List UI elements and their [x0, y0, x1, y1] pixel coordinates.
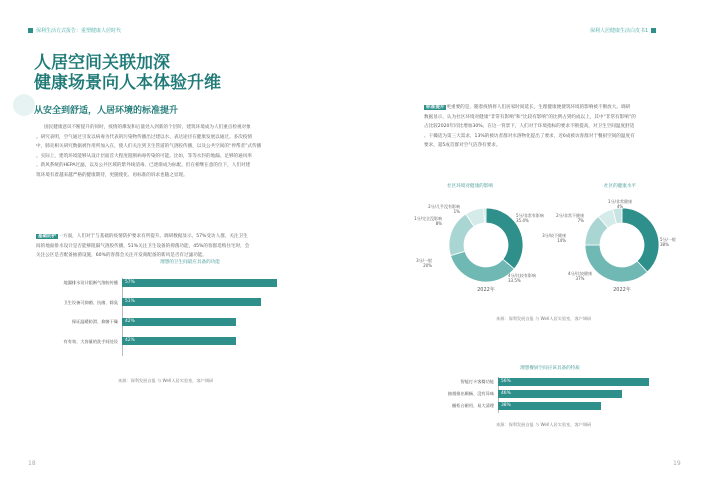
bar [122, 298, 261, 306]
donut-value-label: 20% [423, 263, 432, 268]
donut-value-label: 7% [577, 218, 584, 223]
para-line: 占比较2020年同比增加30%。在这一背景下，人们对于环境指标的要求不断提高，对卫生空间温度舒适 [424, 124, 635, 130]
donut-value-label: 4% [616, 204, 624, 209]
para-line: 国民健康意识不断提升的同时，疫情的爆发和后量处入到新的个层阶，建筑环境成为人们重点检视对象 [44, 125, 251, 130]
donut-value-label: 33.5% [508, 278, 521, 283]
bar-category-label: 保证温暖防滑、抑菌干燥 [71, 319, 118, 324]
bathroom-chart-source: 来源：保利发展自报 与 Well人居实验室，客户调研 [118, 378, 214, 383]
decorative-circle [13, 94, 35, 116]
para-line: 。研究表明，空气通过引发以病毒为代表的污染物传播出过建以水、表达途径在健康发展以通过。多次疫情 [36, 134, 252, 140]
donut2-title: 社区的健康水平 [603, 184, 637, 189]
donut-source: 来源：保利发展自报 与 Well人居实验室，客户调研 [496, 316, 592, 321]
donut-category-label: 3分/较不健康 [542, 233, 566, 238]
donut-value-label: 37% [575, 276, 585, 281]
para-line: 一方面，人们对于与基础的疫情防护要求有所提升。调研数据显示，57%受访人群，关注卫生 [58, 234, 248, 239]
donut-slice [585, 245, 647, 282]
donut-value-label: 35.4% [516, 218, 529, 223]
header-square-icon [651, 28, 656, 33]
right-running-header [590, 27, 656, 34]
community-health-donut-chart [542, 195, 700, 305]
bar-value-label: 38% [501, 402, 511, 408]
para-line: 、新风系统的HEPA过滤，以及公共区域的紫外线消毒、已逐渐成为标配。但在相继在意的位下，人们对建 [36, 163, 251, 169]
para-line: 数据显示，认为社区环境对健康“非常有影响”和“比较有影响”的比例占到约成以上，其中“非常有影响”的 [424, 114, 636, 120]
donut-category-label: 5分/一般 [660, 237, 676, 242]
bar-value-label: 51% [125, 299, 135, 304]
donut-value-label: 14% [557, 238, 566, 243]
right-tag-paragraph [424, 103, 682, 151]
bar [122, 318, 236, 326]
left-body-paragraph [36, 123, 344, 181]
header-square-icon [28, 28, 33, 33]
bar [122, 337, 236, 345]
bar [498, 390, 622, 398]
left-running-header [28, 27, 121, 34]
donut-category-label: 1分/完全没影响 [414, 216, 442, 221]
section-subheading: 从安全到舒适，人居环境的标准提升 [34, 106, 179, 116]
donut-category-label: 5分/非常有影响 [516, 213, 544, 218]
para-line: 中，肺炎相关研究数据被作用所加入在，使人们关注到卫生管道的气溶胶传播，以及公共空间的“停帮者”式传播 [36, 144, 262, 150]
bar-value-label: 56% [501, 378, 511, 384]
left-tag-paragraph [36, 232, 344, 261]
donut-slice [622, 208, 659, 272]
donut-category-label: 3分/一般 [416, 258, 432, 263]
right-header-text: 保利人居健康生活白皮书1 [590, 28, 649, 34]
bar-category-label: 卫生设备可抑菌、抗菌、除臭 [63, 299, 118, 305]
donut-category-label: 1分/非常健康 [608, 199, 632, 204]
bar [122, 279, 277, 287]
bar-category-label: 有有效、大容量的洗手间处设 [63, 338, 118, 344]
donut-value-label: 38% [660, 242, 669, 247]
bathroom-chart-title: 理想的卫生间最应具备的功能 [160, 260, 220, 265]
donut-category-label: 2分/非常不健康 [556, 213, 584, 218]
donut-value-label: 1% [453, 209, 460, 214]
donut-center-year: 2022年 [477, 287, 495, 293]
para-line: 要求，超5成首群对空气洁净有要求。 [424, 143, 501, 149]
page-title-line1: 人居空间关联加深 [34, 53, 170, 73]
para-line: 间的地面排水设计是否能够阻隔气溶胶传播，51%关注卫生设备的抑菌功能，45%的客群选购住宅时，会 [36, 243, 250, 249]
para-line: 关注公区是否配备抽菌设施，60%的客群会关注开发商配备的新风是否有过滤功能。 [36, 253, 207, 259]
bar-category-label: 抽烟排出顺畅、没有异味 [447, 391, 494, 396]
para-line: 更重要的是，随着疫情将人们居家时间延长，生理健康便捷筑环境的影响被不断放大。调研 [446, 105, 631, 110]
donut-category-label: 4分/比较健康 [568, 271, 592, 276]
bar [498, 402, 601, 410]
para-line: 。实际上，建筑环境能够从设计层面首大程度阻断病毒传染的可能。比如，等等水封的地漏、足够的通风率 [36, 153, 252, 159]
basic-protection-tag: 基础防护 [38, 234, 57, 239]
para-line: 筑环境有着越来越严格的健康期待，更随使化、再标准的诉求也随之显现。 [36, 172, 188, 178]
community-environment-donut-chart [414, 195, 558, 305]
kitchen-bar-chart [420, 377, 680, 413]
right-page-number: 19 [673, 460, 681, 467]
donut-center-year: 2022年 [613, 287, 631, 293]
bar-value-label: 42% [125, 318, 135, 324]
bathroom-bar-chart [38, 278, 338, 358]
kitchen-chart-source: 来源：保利发展自报 与 Well人居实验室，客户调研 [496, 422, 592, 427]
bar-value-label: 42% [125, 338, 135, 343]
donut-category-label: 4分/比较有影响 [508, 273, 536, 278]
left-page-number: 18 [28, 460, 36, 467]
bar-category-label: 智能打卡客餐功能 [460, 379, 494, 384]
bar-value-label: 46% [501, 390, 511, 396]
standard-upgrade-tag: 标准提升 [426, 105, 445, 110]
donut-value-label: 8% [435, 221, 442, 226]
bar-category-label: 橱柜台耐用、易大清理 [452, 403, 494, 408]
left-header-text: 保利生活方式报告：重塑健康人居时代 [36, 28, 122, 34]
para-line: 、干燥适为第三大需求，13%的被访者群对水溶物化提出了要求，近6成被访客群对于餐厨空间的温度有 [424, 133, 635, 139]
bar-value-label: 57% [125, 279, 135, 285]
donut-category-label: 2分/几乎没有影响 [428, 204, 460, 209]
bar-category-label: 地漏排水设计阻断气溶胶传播 [63, 280, 118, 285]
donut1-title: 社区环境对健康的影响 [447, 184, 493, 189]
page-title-line2: 健康场景向人本体验升维 [34, 73, 221, 93]
bar [498, 378, 649, 386]
kitchen-chart-title: 理想餐厨空间应该具备的特质 [520, 366, 580, 371]
